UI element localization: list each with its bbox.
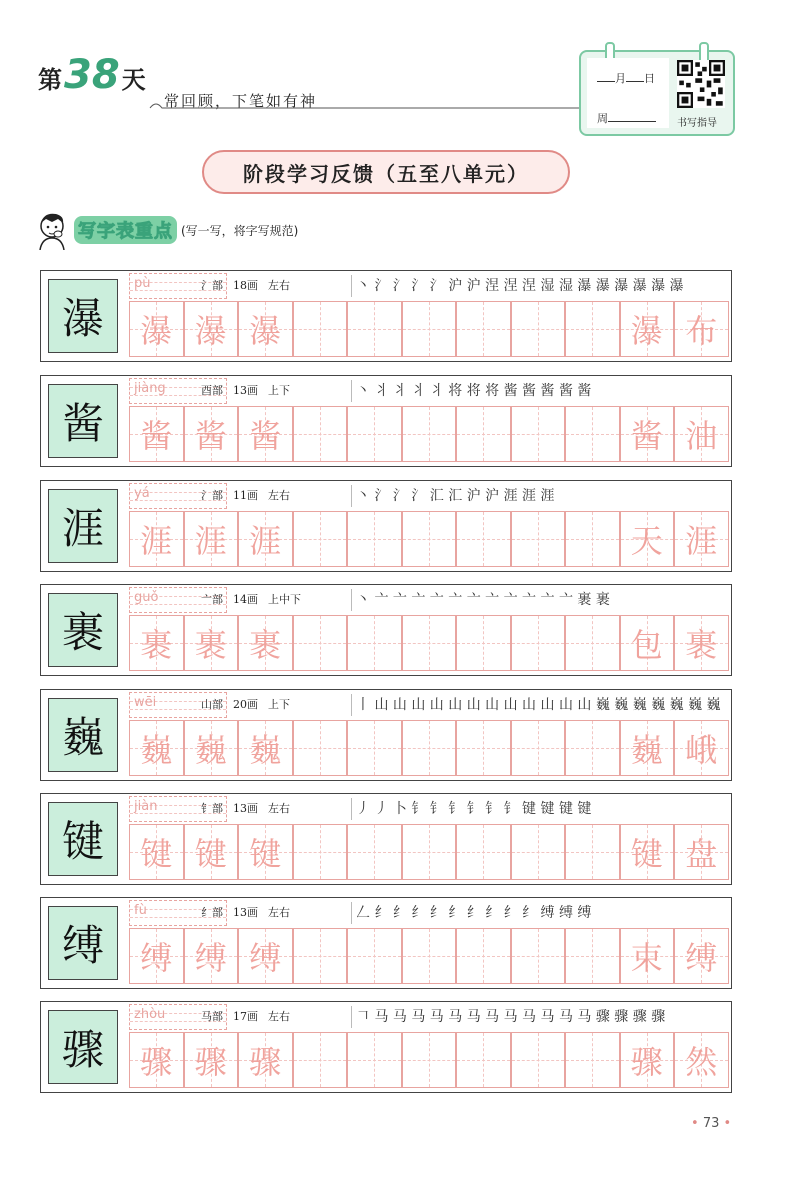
grid-cell[interactable] <box>565 824 620 880</box>
char-row <box>40 375 732 467</box>
word-character: 骤 <box>630 1043 663 1081</box>
word-character: 涯 <box>685 522 718 560</box>
stroke-order: 丶 丬 丬 丬 丬 将 将 将 酱 酱 酱 酱 酱 <box>351 380 734 402</box>
model-character: 键 <box>48 802 118 876</box>
trace-character: 键 <box>140 835 173 873</box>
word-character: 峨 <box>685 731 718 769</box>
grid-cell <box>238 511 293 567</box>
grid-cell <box>184 301 239 357</box>
grid-cell[interactable] <box>402 511 457 567</box>
grid-cell[interactable] <box>565 720 620 776</box>
grid-cell <box>184 406 239 462</box>
grid-cell[interactable] <box>456 511 511 567</box>
stroke-count: 13画 <box>233 384 258 397</box>
thinking-boy-icon <box>34 210 74 250</box>
stroke-count: 11画 <box>233 489 258 502</box>
word-character: 酱 <box>630 417 663 455</box>
char-info <box>201 696 300 712</box>
pinyin: pù <box>134 276 151 291</box>
stroke-count: 14画 <box>233 593 258 606</box>
trace-character: 涯 <box>249 522 282 560</box>
trace-character: 键 <box>194 835 227 873</box>
date-box <box>579 50 735 136</box>
stroke-order: 丿 丿 卜 钅 钅 钅 钅 钅 钅 键 键 键 键 <box>351 798 734 820</box>
section-note: (写一写，将字写规范) <box>181 223 299 238</box>
grid-cell <box>674 824 729 880</box>
grid-cell[interactable] <box>565 406 620 462</box>
grid-cell <box>184 928 239 984</box>
trace-character: 瀑 <box>194 312 227 350</box>
stroke-count: 20画 <box>233 698 258 711</box>
grid-cell <box>620 824 675 880</box>
grid-cell[interactable] <box>511 824 566 880</box>
grid-cell <box>238 720 293 776</box>
grid-cell[interactable] <box>456 406 511 462</box>
word-character: 天 <box>630 522 663 560</box>
week-label: 周 <box>597 112 608 125</box>
grid-cell[interactable] <box>402 406 457 462</box>
trace-character: 瀑 <box>249 312 282 350</box>
word-character: 巍 <box>630 731 663 769</box>
grid-cell[interactable] <box>347 720 402 776</box>
radical: 亠部 <box>201 593 223 606</box>
grid-cell[interactable] <box>565 511 620 567</box>
practice-grid <box>129 615 729 671</box>
char-info <box>201 904 300 920</box>
grid-cell[interactable] <box>293 511 348 567</box>
stroke-order: 丨 山 山 山 山 山 山 山 山 山 山 山 山 巍 巍 巍 巍 巍 巍 巍 <box>351 694 734 716</box>
trace-character: 涯 <box>194 522 227 560</box>
grid-cell <box>129 1032 184 1088</box>
practice-grid <box>129 406 729 462</box>
grid-cell[interactable] <box>347 928 402 984</box>
char-row <box>40 689 732 781</box>
pinyin: yá <box>134 486 150 501</box>
trace-character: 巍 <box>194 731 227 769</box>
model-character: 缚 <box>48 906 118 980</box>
stroke-order: 丶 氵 氵 氵 氵 沪 沪 涅 涅 涅 湿 湿 瀑 瀑 瀑 瀑 瀑 瀑 <box>351 275 734 297</box>
pinyin: wēi <box>134 695 157 710</box>
char-row <box>40 584 732 676</box>
char-row <box>40 270 732 362</box>
grid-cell[interactable] <box>293 1032 348 1088</box>
grid-cell[interactable] <box>347 1032 402 1088</box>
pinyin: guǒ <box>134 590 159 605</box>
grid-cell[interactable] <box>347 406 402 462</box>
model-character: 酱 <box>48 384 118 458</box>
structure: 左右 <box>268 906 290 919</box>
word-character: 束 <box>630 939 663 977</box>
grid-cell[interactable] <box>511 511 566 567</box>
grid-cell <box>184 824 239 880</box>
trace-character: 酱 <box>140 417 173 455</box>
word-character: 布 <box>685 312 718 350</box>
practice-grid <box>129 301 729 357</box>
grid-cell[interactable] <box>347 511 402 567</box>
grid-cell[interactable] <box>402 1032 457 1088</box>
stroke-order: 丶 亠 亠 亠 亠 亠 亠 亠 亠 亠 亠 亠 裹 裹 <box>351 589 734 611</box>
grid-cell <box>129 928 184 984</box>
page-number-text: 73 <box>702 1116 720 1131</box>
grid-cell <box>238 301 293 357</box>
grid-cell[interactable] <box>402 928 457 984</box>
grid-cell <box>129 615 184 671</box>
grid-cell <box>620 928 675 984</box>
structure: 上中下 <box>268 593 301 606</box>
grid-cell <box>620 720 675 776</box>
word-character: 然 <box>685 1043 718 1081</box>
trace-character: 键 <box>249 835 282 873</box>
grid-cell <box>674 301 729 357</box>
grid-cell <box>184 720 239 776</box>
grid-cell[interactable] <box>293 615 348 671</box>
radical: 氵部 <box>201 489 223 502</box>
motto: 常回顾，下笔如有神 <box>164 92 318 110</box>
grid-cell <box>620 511 675 567</box>
trace-character: 骤 <box>249 1043 282 1081</box>
grid-cell <box>238 615 293 671</box>
stroke-order: 𠃍 马 马 马 马 马 马 马 马 马 马 马 马 骤 骤 骤 骤 <box>351 1006 734 1028</box>
month-blank[interactable] <box>597 81 615 82</box>
page-title: 阶段学习反馈（五至八单元） <box>202 150 570 194</box>
grid-cell[interactable] <box>456 824 511 880</box>
grid-cell <box>620 615 675 671</box>
grid-cell <box>129 301 184 357</box>
grid-cell <box>674 1032 729 1088</box>
structure: 左右 <box>268 802 290 815</box>
stroke-order: 丶 氵 氵 氵 汇 汇 沪 沪 涯 涯 涯 <box>351 485 734 507</box>
grid-cell <box>129 406 184 462</box>
grid-cell <box>674 615 729 671</box>
char-info <box>201 800 300 816</box>
word-character: 键 <box>630 835 663 873</box>
grid-cell[interactable] <box>511 1032 566 1088</box>
pinyin: jiàn <box>134 799 158 814</box>
day-blank[interactable] <box>626 81 644 82</box>
trace-character: 涯 <box>140 522 173 560</box>
trace-character: 酱 <box>249 417 282 455</box>
word-character: 瀑 <box>630 312 663 350</box>
stroke-count: 13画 <box>233 906 258 919</box>
day-heading <box>38 52 146 98</box>
grid-cell[interactable] <box>456 615 511 671</box>
grid-cell[interactable] <box>293 406 348 462</box>
grid-cell <box>184 511 239 567</box>
grid-cell <box>238 928 293 984</box>
pinyin: zhòu <box>134 1007 166 1022</box>
practice-grid <box>129 1032 729 1088</box>
trace-character: 裹 <box>194 626 227 664</box>
grid-cell <box>674 406 729 462</box>
grid-cell <box>674 511 729 567</box>
grid-cell <box>238 406 293 462</box>
model-character: 裹 <box>48 593 118 667</box>
radical: 氵部 <box>201 279 223 292</box>
grid-cell[interactable] <box>456 1032 511 1088</box>
grid-cell[interactable] <box>293 824 348 880</box>
char-row <box>40 1001 732 1093</box>
grid-cell[interactable] <box>347 301 402 357</box>
radical: 山部 <box>201 698 223 711</box>
trace-character: 骤 <box>194 1043 227 1081</box>
day-suffix: 天 <box>121 65 146 94</box>
section-label: 写字表重点 <box>74 216 177 244</box>
grid-cell <box>620 1032 675 1088</box>
radical: 酉部 <box>201 384 223 397</box>
structure: 上下 <box>268 698 290 711</box>
grid-cell[interactable] <box>402 824 457 880</box>
grid-cell <box>184 615 239 671</box>
grid-cell[interactable] <box>511 406 566 462</box>
grid-cell <box>620 301 675 357</box>
trace-character: 裹 <box>249 626 282 664</box>
radical: 马部 <box>201 1010 223 1023</box>
stroke-count: 17画 <box>233 1010 258 1023</box>
radical: 钅部 <box>201 802 223 815</box>
grid-cell[interactable] <box>565 1032 620 1088</box>
grid-cell[interactable] <box>456 928 511 984</box>
grid-cell <box>129 720 184 776</box>
grid-cell[interactable] <box>293 301 348 357</box>
qr-label: 书写指导 <box>677 118 717 129</box>
structure: 左右 <box>268 489 290 502</box>
structure: 左右 <box>268 279 290 292</box>
char-info <box>201 382 300 398</box>
month-label: 月 <box>615 72 626 85</box>
week-blank[interactable] <box>608 121 656 122</box>
practice-grid <box>129 824 729 880</box>
page-number: • 73 • <box>691 1116 732 1131</box>
grid-cell[interactable] <box>565 301 620 357</box>
day-label: 日 <box>644 72 655 85</box>
model-character: 瀑 <box>48 279 118 353</box>
trace-character: 酱 <box>194 417 227 455</box>
grid-cell[interactable] <box>402 301 457 357</box>
stroke-count: 18画 <box>233 279 258 292</box>
pinyin: jiàng <box>134 381 166 396</box>
char-row <box>40 480 732 572</box>
char-info <box>201 591 311 607</box>
trace-character: 缚 <box>249 939 282 977</box>
grid-cell <box>238 1032 293 1088</box>
trace-character: 缚 <box>194 939 227 977</box>
grid-cell[interactable] <box>293 928 348 984</box>
section-header <box>34 210 298 250</box>
grid-cell[interactable] <box>565 615 620 671</box>
qr-code-icon[interactable] <box>677 60 725 108</box>
pinyin: fù <box>134 903 147 918</box>
trace-character: 裹 <box>140 626 173 664</box>
word-character: 盘 <box>685 835 718 873</box>
practice-grid <box>129 928 729 984</box>
trace-character: 骤 <box>140 1043 173 1081</box>
char-row <box>40 897 732 989</box>
grid-cell <box>620 406 675 462</box>
trace-character: 巍 <box>249 731 282 769</box>
grid-cell[interactable] <box>347 615 402 671</box>
grid-cell[interactable] <box>511 615 566 671</box>
grid-cell <box>674 720 729 776</box>
grid-cell[interactable] <box>293 720 348 776</box>
grid-cell[interactable] <box>511 301 566 357</box>
grid-cell[interactable] <box>347 824 402 880</box>
practice-grid <box>129 720 729 776</box>
grid-cell <box>129 824 184 880</box>
char-info <box>201 277 300 293</box>
grid-cell <box>129 511 184 567</box>
grid-cell <box>184 1032 239 1088</box>
structure: 上下 <box>268 384 290 397</box>
char-info <box>201 487 300 503</box>
stroke-count: 13画 <box>233 802 258 815</box>
grid-cell[interactable] <box>456 301 511 357</box>
stroke-order: 𠃋 纟 纟 纟 纟 纟 纟 纟 纟 纟 缚 缚 缚 <box>351 902 734 924</box>
char-row <box>40 793 732 885</box>
grid-cell[interactable] <box>565 928 620 984</box>
model-character: 骤 <box>48 1010 118 1084</box>
trace-character: 缚 <box>140 939 173 977</box>
grid-cell[interactable] <box>402 720 457 776</box>
trace-character: 巍 <box>140 731 173 769</box>
word-character: 油 <box>685 417 718 455</box>
grid-cell <box>238 824 293 880</box>
grid-cell[interactable] <box>402 615 457 671</box>
radical: 纟部 <box>201 906 223 919</box>
structure: 左右 <box>268 1010 290 1023</box>
model-character: 巍 <box>48 698 118 772</box>
day-prefix: 第 <box>38 65 62 94</box>
word-character: 裹 <box>685 626 718 664</box>
word-character: 包 <box>630 626 663 664</box>
grid-cell <box>674 928 729 984</box>
grid-cell[interactable] <box>511 928 566 984</box>
practice-grid <box>129 511 729 567</box>
date-area <box>587 58 669 128</box>
grid-cell[interactable] <box>456 720 511 776</box>
char-info <box>201 1008 300 1024</box>
model-character: 涯 <box>48 489 118 563</box>
word-character: 缚 <box>685 939 718 977</box>
day-number: 38 <box>64 52 120 98</box>
trace-character: 瀑 <box>140 312 173 350</box>
grid-cell[interactable] <box>511 720 566 776</box>
